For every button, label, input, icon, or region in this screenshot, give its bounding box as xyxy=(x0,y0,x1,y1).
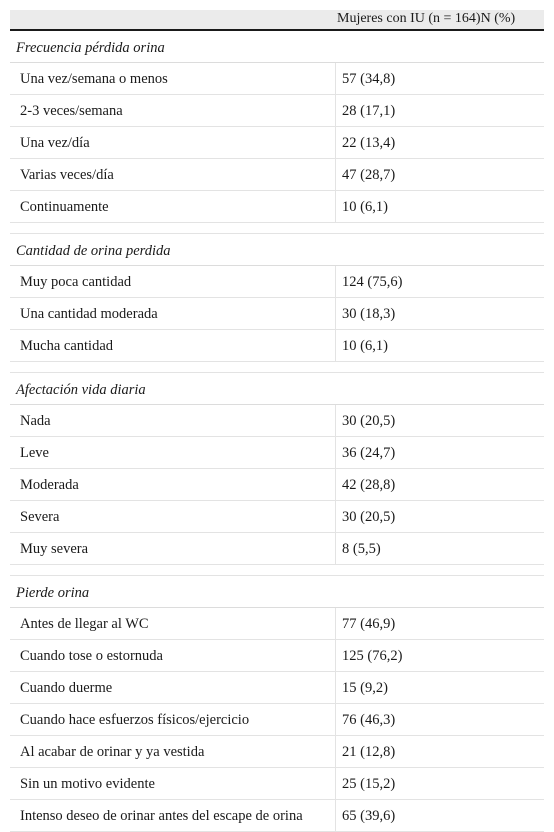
table-row xyxy=(10,640,544,672)
row-label: Moderada xyxy=(10,469,336,500)
table-row xyxy=(10,533,544,565)
table-row xyxy=(10,159,544,191)
row-value: 77 (46,9) xyxy=(342,616,396,632)
table-header xyxy=(10,10,544,31)
row-value: 30 (20,5) xyxy=(342,413,396,429)
section-spacer xyxy=(10,223,544,234)
row-label: Cuando hace esfuerzos físicos/ejercicio xyxy=(10,704,336,735)
row-label: Severa xyxy=(10,501,336,532)
table-body xyxy=(10,31,544,832)
table-row xyxy=(10,127,544,159)
row-label: Continuamente xyxy=(10,191,336,222)
row-value: 21 (12,8) xyxy=(342,744,396,760)
table-row xyxy=(10,405,544,437)
row-value: 25 (15,2) xyxy=(342,776,396,792)
row-value: 36 (24,7) xyxy=(342,445,396,461)
row-value: 8 (5,5) xyxy=(342,541,381,557)
row-label: Nada xyxy=(10,405,336,436)
row-value: 30 (18,3) xyxy=(342,306,396,322)
row-value: 28 (17,1) xyxy=(342,103,396,119)
table-row xyxy=(10,672,544,704)
section-title: Pierde orina xyxy=(10,576,544,608)
table-row xyxy=(10,800,544,832)
row-label: Al acabar de orinar y ya vestida xyxy=(10,736,336,767)
row-label: Una vez/día xyxy=(10,127,336,158)
table-row xyxy=(10,704,544,736)
row-label: 2-3 veces/semana xyxy=(10,95,336,126)
section-spacer xyxy=(10,362,544,373)
row-value: 10 (6,1) xyxy=(342,338,388,354)
row-label: Intenso deseo de orinar antes del escape de orina xyxy=(10,800,336,831)
table-row xyxy=(10,191,544,223)
table-row xyxy=(10,736,544,768)
table-row xyxy=(10,298,544,330)
row-label: Antes de llegar al WC xyxy=(10,608,336,639)
table-row xyxy=(10,95,544,127)
table-row xyxy=(10,330,544,362)
table-row xyxy=(10,501,544,533)
table-row xyxy=(10,63,544,95)
table-row xyxy=(10,768,544,800)
row-label: Una vez/semana o menos xyxy=(10,63,336,94)
row-value: 65 (39,6) xyxy=(342,808,396,824)
table-row xyxy=(10,266,544,298)
row-label: Mucha cantidad xyxy=(10,330,336,361)
row-value: 15 (9,2) xyxy=(342,680,388,696)
row-label: Una cantidad moderada xyxy=(10,298,336,329)
row-label: Muy severa xyxy=(10,533,336,564)
header-col2: Mujeres con IU (n = 164)N (%) xyxy=(337,11,516,26)
row-value: 57 (34,8) xyxy=(342,71,396,87)
row-label: Muy poca cantidad xyxy=(10,266,336,297)
table-row xyxy=(10,437,544,469)
row-label: Cuando tose o estornuda xyxy=(10,640,336,671)
row-value: 124 (75,6) xyxy=(342,274,403,290)
row-label: Leve xyxy=(10,437,336,468)
section-title: Cantidad de orina perdida xyxy=(10,234,544,266)
data-table xyxy=(10,10,544,832)
row-label: Sin un motivo evidente xyxy=(10,768,336,799)
row-value: 22 (13,4) xyxy=(342,135,396,151)
header-col1 xyxy=(10,10,335,29)
table-row xyxy=(10,608,544,640)
row-value: 42 (28,8) xyxy=(342,477,396,493)
section-spacer xyxy=(10,565,544,576)
row-value: 10 (6,1) xyxy=(342,199,388,215)
row-value: 76 (46,3) xyxy=(342,712,396,728)
row-value: 47 (28,7) xyxy=(342,167,396,183)
row-label: Varias veces/día xyxy=(10,159,336,190)
section-title: Frecuencia pérdida orina xyxy=(10,31,544,63)
row-value: 30 (20,5) xyxy=(342,509,396,525)
section-title: Afectación vida diaria xyxy=(10,373,544,405)
row-label: Cuando duerme xyxy=(10,672,336,703)
table-row xyxy=(10,469,544,501)
row-value: 125 (76,2) xyxy=(342,648,403,664)
